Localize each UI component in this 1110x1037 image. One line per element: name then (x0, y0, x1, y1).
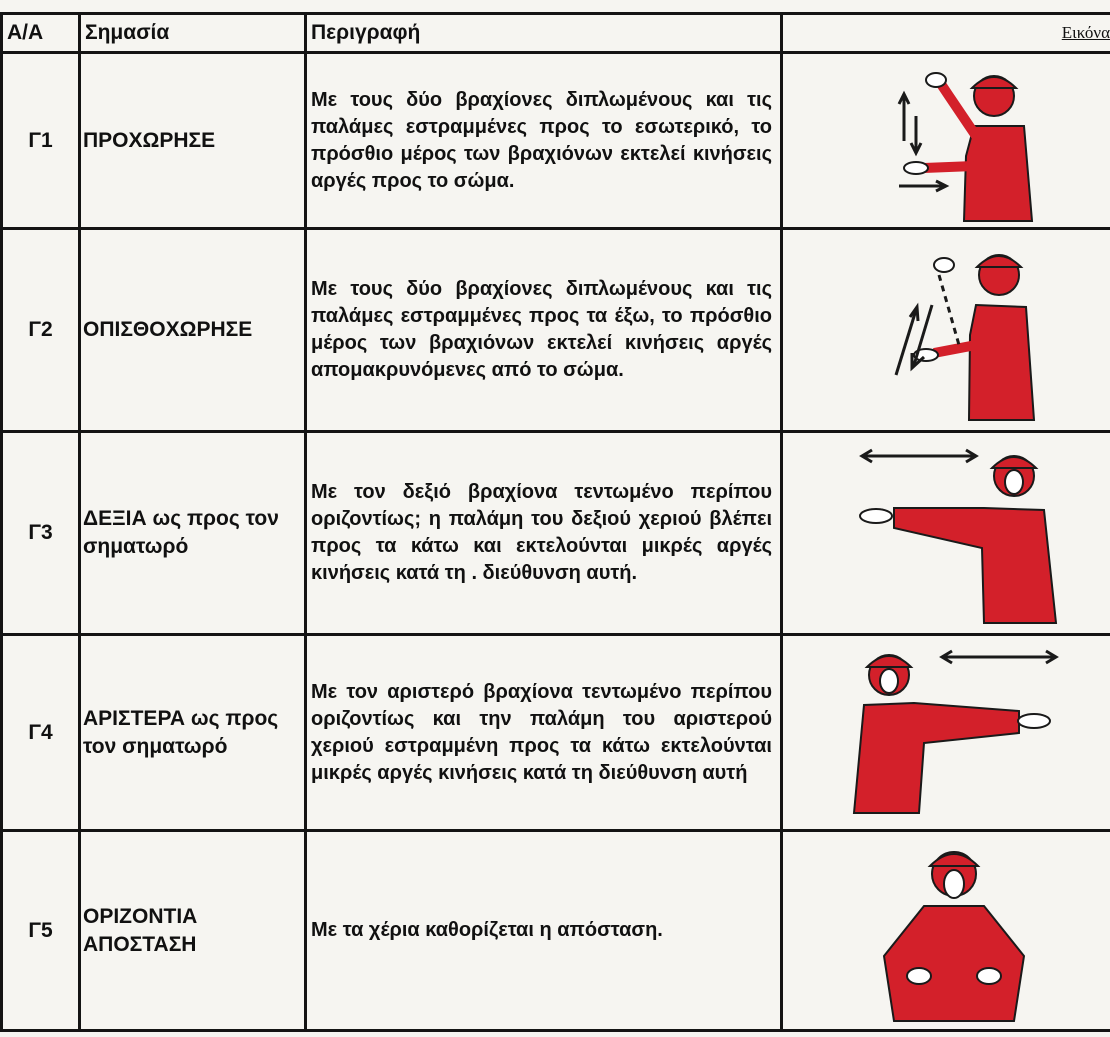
row-code: Γ1 (2, 53, 80, 229)
header-image-label: Εικόνα (1061, 23, 1110, 42)
table-row (2, 53, 1110, 229)
row-image-cell (782, 229, 1110, 432)
row-description: Με τους δύο βραχίονες διπλωμένους και τις παλάμες εστραμμένες προς το εσωτερικό, το πρόσθιο μέρος των βραχιόνων εκτελεί κινήσεις αργές προς το σώμα. (306, 53, 782, 229)
row-meaning: ΑΡΙΣΤΕΡΑ ως προς τον σηματωρό (80, 635, 306, 831)
worker-come-forward-signal-icon (854, 56, 1054, 226)
table-row (2, 635, 1110, 831)
table-row (2, 229, 1110, 432)
row-code: Γ5 (2, 831, 80, 1031)
row-meaning: ΟΡΙΖΟΝΤΙΑ ΑΠΟΣΤΑΣΗ (80, 831, 306, 1031)
table-header-row (2, 14, 1110, 53)
row-code: Γ4 (2, 635, 80, 831)
table-row (2, 432, 1110, 635)
row-image-cell (782, 831, 1110, 1031)
row-description: Με τους δύο βραχίονες διπλωμένους και τις παλάμες εστραμμένες προς τα έξω, το πρόσθιο μέρος των βραχιόνων εκτελεί κινήσεις αργές απομακρυνόμενες από το σώμα. (306, 229, 782, 432)
header-meaning: Σημασία (80, 14, 306, 53)
header-description: Περιγραφή (306, 14, 782, 53)
row-meaning: ΟΠΙΣΘΟΧΩΡΗΣΕ (80, 229, 306, 432)
worker-right-signal-icon (834, 438, 1074, 628)
table-row (2, 831, 1110, 1031)
row-image-cell (782, 635, 1110, 831)
row-code: Γ3 (2, 432, 80, 635)
row-description: Με τα χέρια καθορίζεται η απόσταση. (306, 831, 782, 1031)
row-meaning: ΔΕΞΙΑ ως προς τον σηματωρό (80, 432, 306, 635)
header-aa: Α/Α (2, 14, 80, 53)
row-code: Γ2 (2, 229, 80, 432)
row-image-cell (782, 53, 1110, 229)
worker-move-back-signal-icon (854, 235, 1054, 425)
row-description: Με τον αριστερό βραχίονα τεντωμένο περίπου οριζοντίως και την παλάμη του αριστερού χεριού εστραμμένη προς τα κάτω εκτελούνται μικρές αργές κινήσεις κατά τη διεύθυνση αυτή (306, 635, 782, 831)
signals-table (0, 12, 1110, 1032)
row-meaning: ΠΡΟΧΩΡΗΣΕ (80, 53, 306, 229)
worker-left-signal-icon (834, 643, 1074, 823)
worker-horizontal-distance-signal-icon (864, 836, 1044, 1026)
row-description: Με τον δεξιό βραχίονα τεντωμένο περίπου οριζοντίως; η παλάμη του δεξιού χεριού βλέπει προς τα κάτω και εκτελούνται μικρές αργές κινήσεις κατά τη . διεύθυνση αυτή. (306, 432, 782, 635)
row-image-cell (782, 432, 1110, 635)
header-image (782, 14, 1110, 53)
